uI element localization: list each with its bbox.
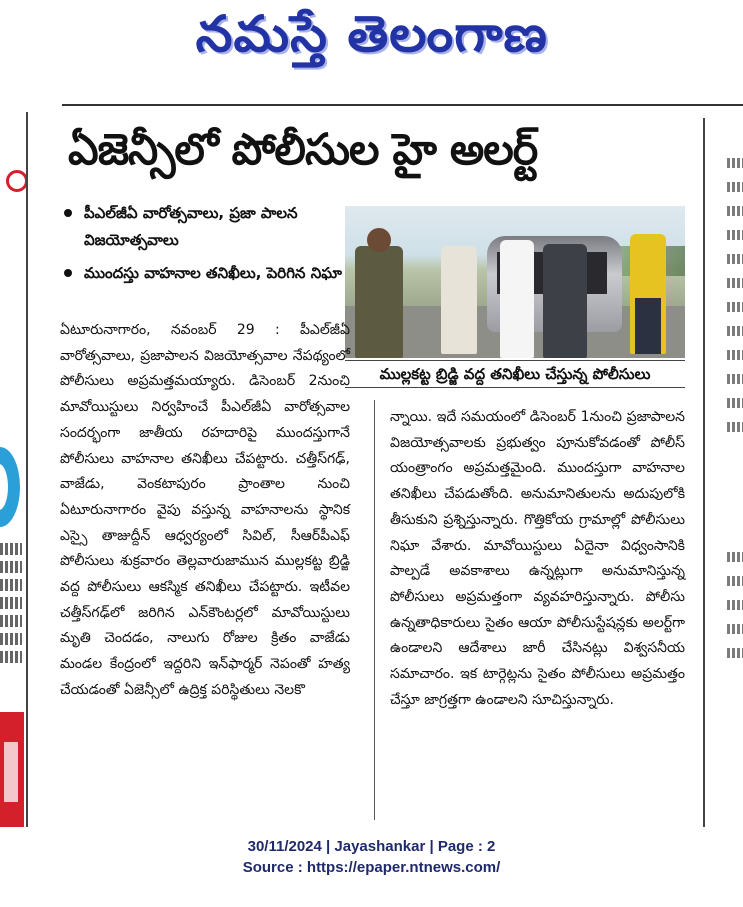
article-column-1	[60, 318, 350, 704]
adjacent-text-fragment	[727, 374, 743, 384]
photo-person	[543, 244, 587, 358]
adjacent-text-fragment	[727, 158, 743, 168]
photo-officer-head	[367, 228, 391, 252]
top-divider	[62, 104, 743, 106]
adjacent-text-fragment	[727, 350, 743, 360]
adjacent-column-right	[703, 118, 743, 827]
bullet-text: పీఎల్‌జీఏ వారోత్సవాలు, ప్రజా పాలన విజయోత్సవాలు	[84, 204, 298, 249]
bullet-item	[60, 200, 350, 254]
adjacent-text-fragment	[0, 537, 22, 669]
article-headline: ఏజెన్సీలో పోలీసుల హై అలర్ట్	[68, 125, 538, 175]
adjacent-ad-block	[0, 712, 24, 827]
photo-caption: ముల్లకట్ట బ్రిడ్జి వద్ద తనిఖీలు చేస్తున్న పోలీసులు	[345, 360, 685, 388]
photo-officer	[355, 246, 403, 358]
adjacent-text-fragment	[727, 278, 743, 288]
adjacent-text-fragment	[727, 206, 743, 216]
footer-source: Source : https://epaper.ntnews.com/	[242, 859, 501, 876]
page-footer	[0, 836, 743, 878]
adjacent-text-fragment	[727, 576, 743, 586]
adjacent-text-fragment	[727, 398, 743, 408]
adjacent-text-fragment	[727, 648, 743, 658]
adjacent-text-fragment	[727, 552, 743, 562]
bullet-dot-icon	[64, 269, 72, 277]
photo-person	[441, 246, 477, 354]
footer-date-edition: 30/11/2024 | Jayashankar | Page : 2	[247, 838, 496, 855]
adjacent-text-fragment	[727, 624, 743, 634]
bullet-item	[60, 260, 350, 287]
bullet-dot-icon	[64, 209, 72, 217]
masthead-logo	[0, 0, 743, 80]
adjacent-column-left	[0, 112, 28, 827]
column-divider	[374, 400, 375, 820]
summary-bullets	[60, 200, 350, 293]
adjacent-text-fragment	[727, 302, 743, 312]
bullet-text: ముందస్తు వాహనాల తనిఖీలు, పెరిగిన నిఘా	[84, 264, 342, 282]
adjacent-text-fragment	[727, 600, 743, 610]
photo-person	[500, 240, 534, 358]
adjacent-text-fragment	[727, 326, 743, 336]
article-column-2	[390, 405, 685, 713]
adjacent-text-fragment	[727, 230, 743, 240]
photo-officer-trousers	[635, 298, 661, 354]
adjacent-ad-mark	[6, 170, 28, 192]
adjacent-text-fragment	[727, 182, 743, 192]
article-body-text: న్నాయి. ఇదే సమయంలో డిసెంబర్ 1నుంచి ప్రజాపాలన విజయోత్సవాలకు ప్రభుత్వం పూనుకోవడంతో పోలీస్ యంత్రాంగం అప్రమత్తమైంది. ముందస్తుగా వాహనాల తనిఖీలు చేపడుతోంది. అనుమానితులను అదుపులోకి తీసుకుని ప్రశ్నిస్తున్నారు. గొత్తికోయ గ్రామాల్లో పోలీసులు నిఘా వేశారు. మావోయిస్టులు ఏదైనా విధ్వంసానికి పాల్పడే అవకాశాలు ఉన్నట్లుగా అనుమానిస్తున్న పోలీసులు అప్రమత్తంగా వ్యవహరిస్తున్నారు. పోలీసు ఉన్నతాధికారులు సైతం ఆయా పోలీసుస్టేషన్లకు అలర్ట్‌గా ఉండాలని ఆదేశాలు జారీ చేసినట్లు విశ్వసనీయ సమాచారం. ఇక టార్గెట్లను సైతం పోలీసులు అప్రమత్తం చేస్తూ జాగ్రత్తగా ఉండాలని సూచిస్తున్నారు.	[390, 409, 685, 708]
news-photo	[345, 206, 685, 358]
masthead-title: నమస్తే తెలంగాణ	[195, 4, 548, 63]
adjacent-text-fragment	[727, 422, 743, 432]
article-body-text: ఏటూరునాగారం, నవంబర్ 29 : పీఎల్‌జీఏ వారోత్సవాలు, ప్రజాపాలన విజయోత్సవాల నేపథ్యంలో పోలీసులు అప్రమత్తమయ్యారు. డిసెంబర్ 2నుంచి మావోయిస్టులు నిర్వహించే పీఎల్‌జీఏ వారోత్సవాల సందర్భంగా జాతీయ రహదారిపై ముందస్తుగానే పోలీసులు వాహనాల తనిఖీలు చేపట్టారు. చత్తీస్‌గఢ్, వాజేడు, వెంకటాపురం ప్రాంతాల నుంచి ఏటూరునాగారం వైపు వస్తున్న వాహనాలను స్థానిక ఎస్సై తాజుద్దీన్ ఆధ్వర్యంలో సివిల్, సీఆర్‌పీఎఫ్ పోలీసులు శుక్రవారం తెల్లవారుజామున ముల్లకట్ట బ్రిడ్జి వద్ద పోలీసులు ఆకస్మిక తనిఖీలు చేపట్టారు. ఇటీవల చత్తీస్‌గఢ్‌లో జరిగిన ఎన్‌కౌంటర్లలో మావోయిస్టులు మృతి చెందడం, నాలుగు రోజుల క్రితం వాజేడు మండల కేంద్రంలో ఇద్దరిని ఇన్‌ఫార్మర్ నెపంతో హత్య చేయడంతో ఏజెన్సీలో ఉద్రిక్త పరిస్థితులు నెలకొ	[60, 322, 350, 698]
adjacent-text-fragment	[727, 254, 743, 264]
